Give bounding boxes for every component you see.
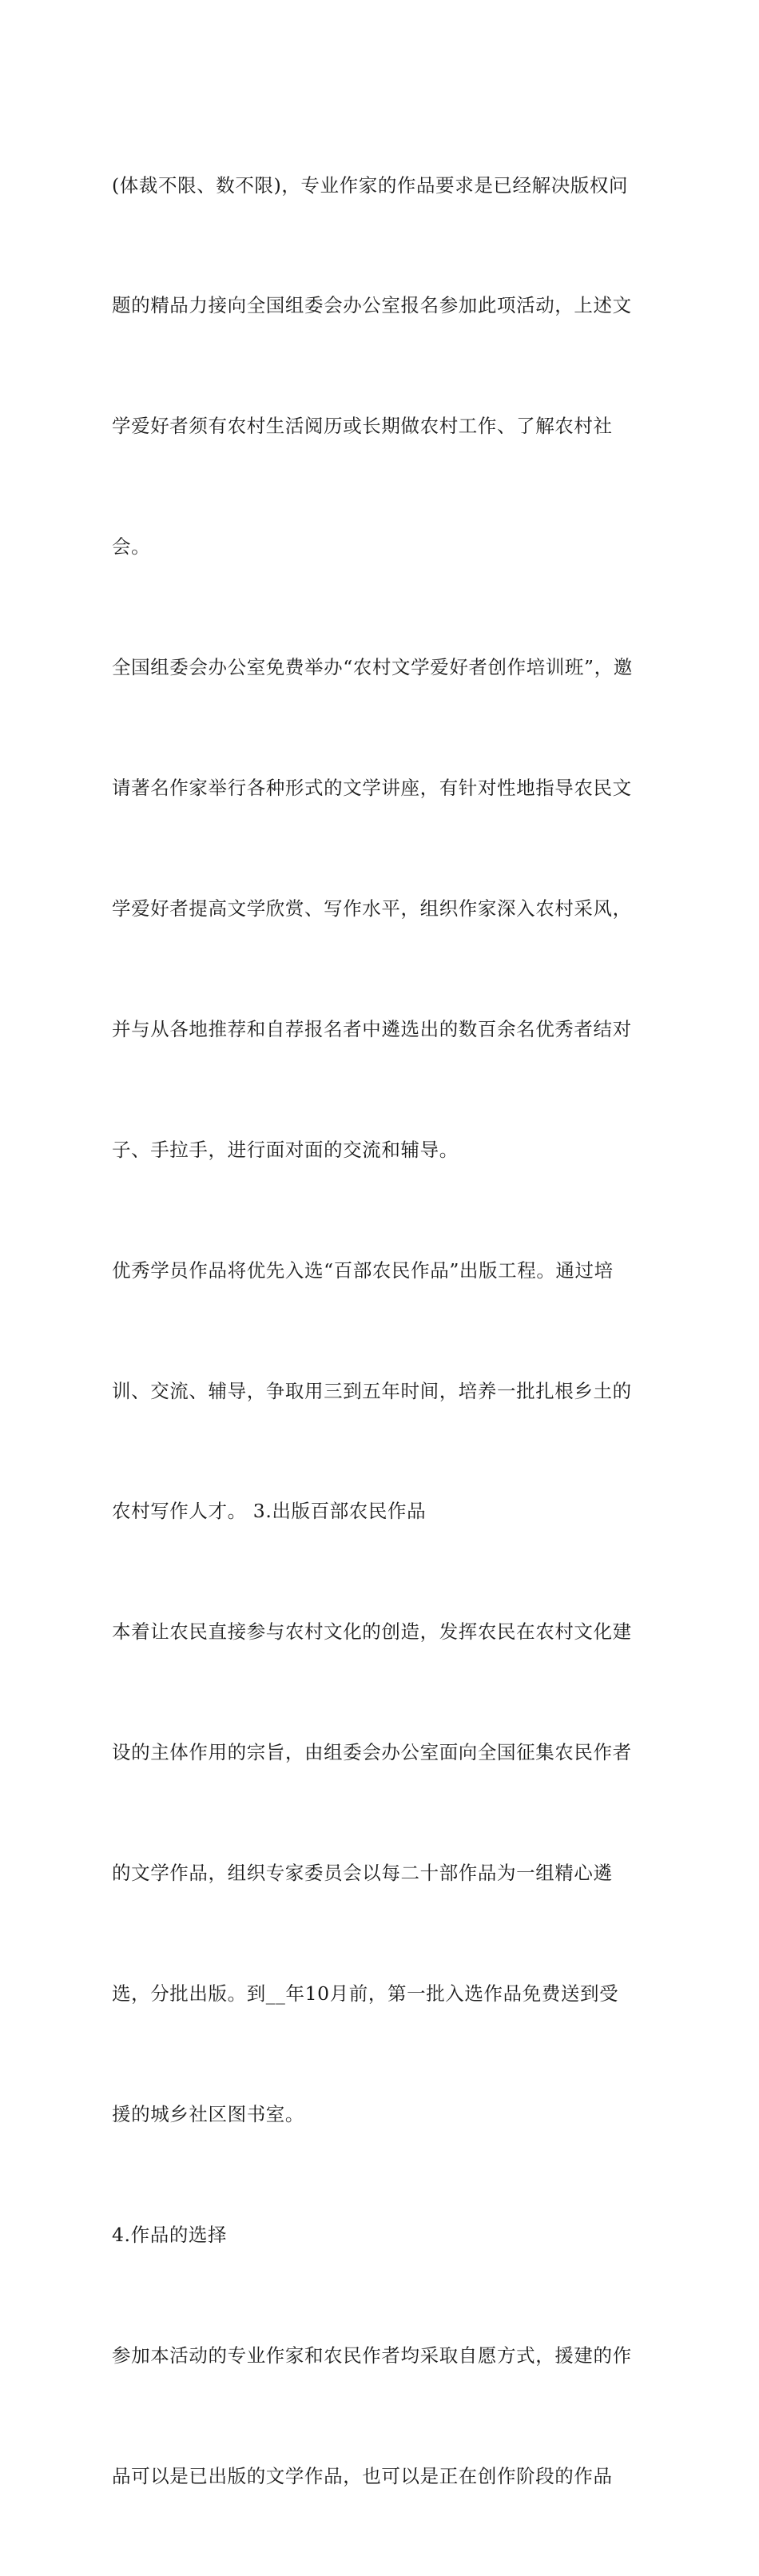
text-line: 并与从各地推荐和自荐报名者中遴选出的数百余名优秀者结对 bbox=[112, 1017, 632, 1040]
text-line: 农村写作人才。 3.出版百部农民作品 bbox=[112, 1500, 427, 1523]
document-body bbox=[112, 85, 655, 2576]
text-line: 设的主体作用的宗旨，由组委会办公室面向全国征集农民作者 bbox=[112, 1741, 632, 1764]
text-line: 学爱好者须有农村生活阅历或长期做农村工作、了解农村社 bbox=[112, 415, 613, 438]
text-line: 学爱好者提高文学欣赏、写作水平，组织作家深入农村采风， bbox=[112, 896, 632, 920]
text-line: 的文学作品，组织专家委员会以每二十部作品为一组精心遴 bbox=[112, 1862, 613, 1885]
text-line: 选，分批出版。到__年10月前，第一批入选作品免费送到受 bbox=[112, 1982, 619, 2005]
text-line: (体裁不限、数不限)，专业作家的作品要求是已经解决版权问 bbox=[112, 173, 629, 197]
text-line: 本着让农民直接参与农村文化的创造，发挥农民在农村文化建 bbox=[112, 1620, 632, 1644]
body-text bbox=[112, 85, 655, 2576]
text-line: 参加本活动的专业作家和农民作者均采取自愿方式，援建的作 bbox=[112, 2343, 632, 2367]
text-line: 会。 bbox=[112, 535, 151, 559]
text-line: 训、交流、辅导，争取用三到五年时间，培养一批扎根乡土的 bbox=[112, 1379, 632, 1402]
text-line: 请著名作家举行各种形式的文学讲座，有针对性地指导农民文 bbox=[112, 777, 632, 800]
text-line: 优秀学员作品将优先入选“百部农民作品”出版工程。通过培 bbox=[112, 1258, 614, 1282]
text-line: 全国组委会办公室免费举办“农村文学爱好者创作培训班”，邀 bbox=[112, 656, 633, 679]
text-line: 品可以是已出版的文学作品，也可以是正在创作阶段的作品 bbox=[112, 2464, 613, 2487]
text-line: 4.作品的选择 bbox=[112, 2223, 228, 2246]
text-line: 题的精品力接向全国组委会办公室报名参加此项活动，上述文 bbox=[112, 294, 632, 317]
text-line: 子、手拉手，进行面对面的交流和辅导。 bbox=[112, 1138, 459, 1161]
text-line: 援的城乡社区图书室。 bbox=[112, 2102, 304, 2125]
